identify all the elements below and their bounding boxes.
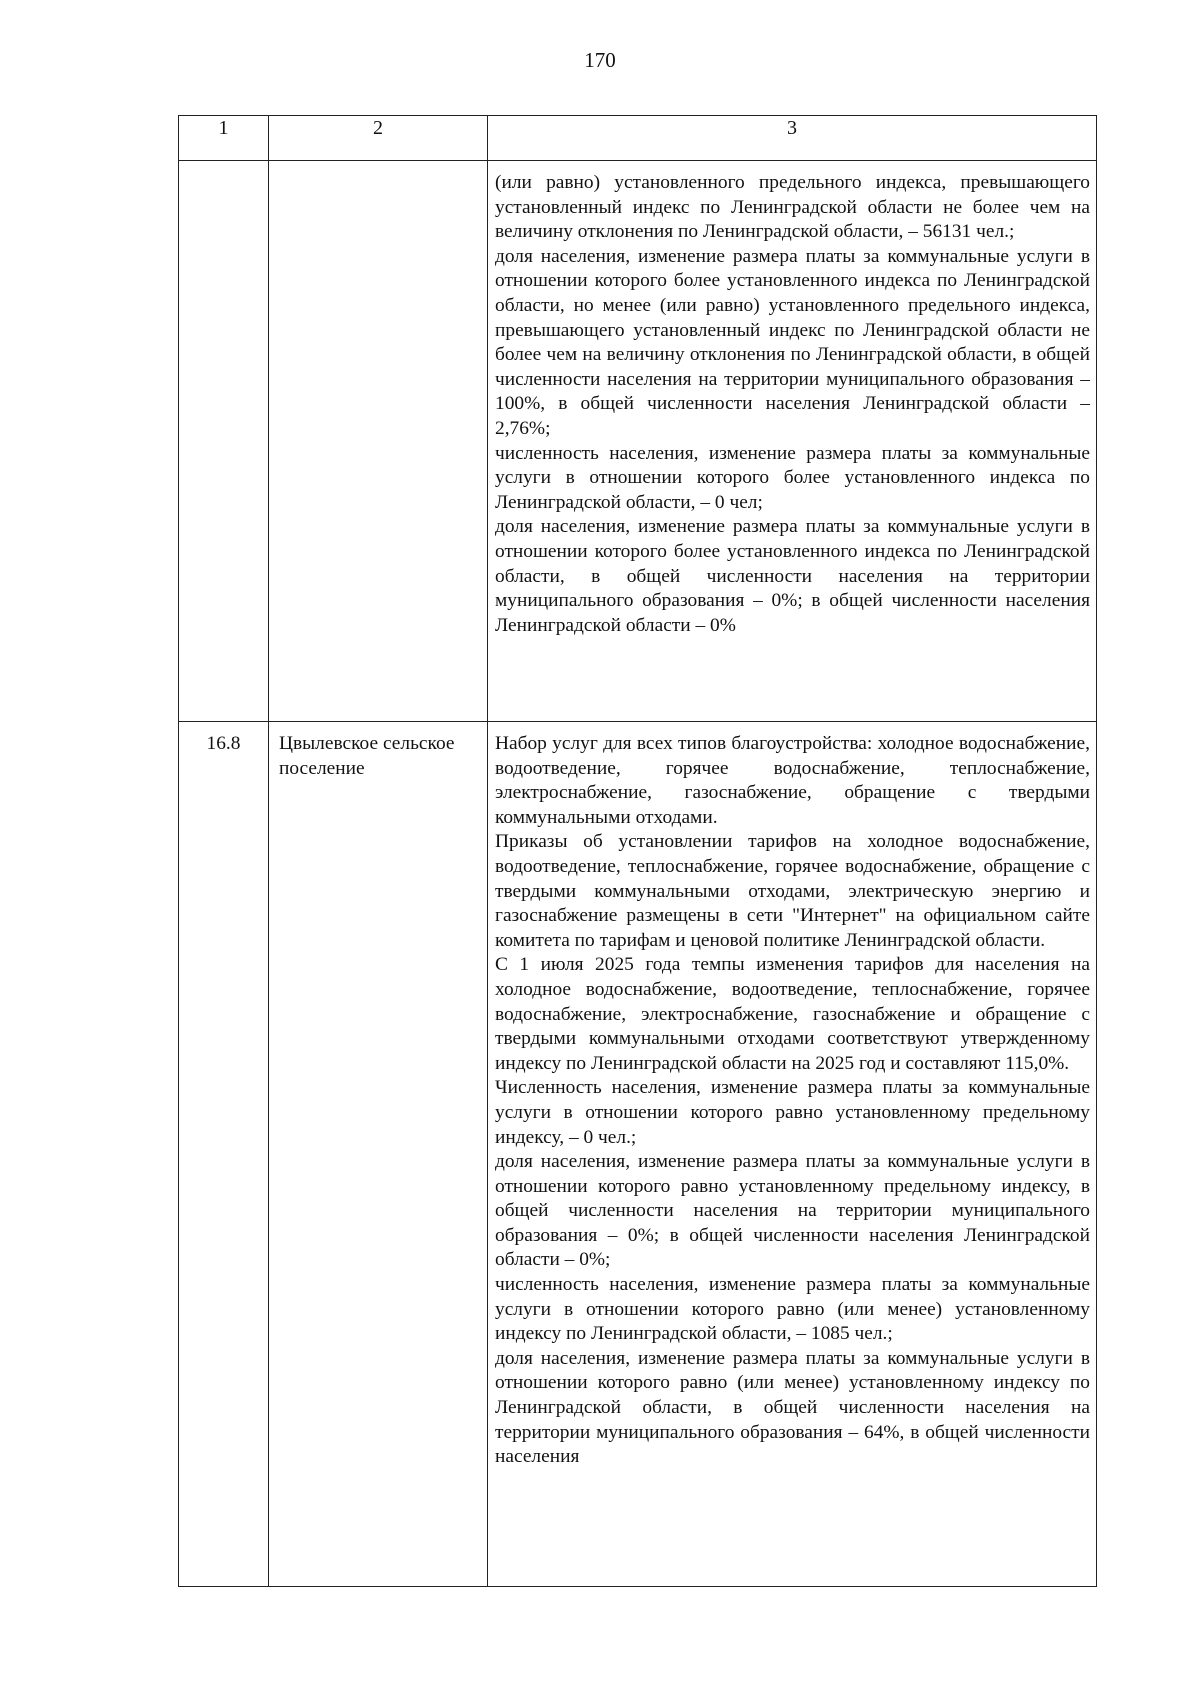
- paragraph: Численность населения, изменение размера платы за коммунальные услуги в отношении которого равно установленному предельному индексу, – 0 чел.;: [495, 1077, 1090, 1148]
- description-cell: [488, 722, 1097, 1587]
- paragraph: Приказы об установлении тарифов на холодное водоснабжение, водоотведение, теплоснабжение, горячее водоснабжение, обращение с твердыми коммунальными отходами, электрическую энергию и газоснабжение размещены в сети "Интернет" на официальном сайте комитета по тарифам и ценовой политике Ленинградской области.: [495, 831, 1090, 951]
- paragraph: С 1 июля 2025 года темпы изменения тарифов для населения на холодное водоснабжение, водоотведение, теплоснабжение, горячее водоснабжение, электроснабжение, газоснабжение и обращение с твердыми коммунальными отходами соответствуют утвержденному индексу по Ленинградской области на 2025 год и составляют 115,0%.: [495, 954, 1090, 1074]
- table-header-row: [179, 116, 1097, 161]
- paragraph: доля населения, изменение размера платы за коммунальные услуги в отношении которого равно (или менее) установленному индексу по Ленинградской области, в общей численности населения на территории муниципального образования – 64%, в общей численности населения: [495, 1347, 1090, 1468]
- paragraph: численность населения, изменение размера платы за коммунальные услуги в отношении которого более установленного индекса по Ленинградской области, – 0 чел;: [495, 442, 1090, 513]
- settlement-name-cell: Цвылевское сельское поселение: [269, 722, 488, 1587]
- table-row: [179, 722, 1097, 1587]
- paragraph: доля населения, изменение размера платы за коммунальные услуги в отношении которого равно установленному предельному индексу, в общей численности населения на территории муниципального образования – 0%; в общей численности населения Ленинградской области – 0%;: [495, 1151, 1090, 1271]
- description-cell: [488, 161, 1097, 722]
- paragraph: доля населения, изменение размера платы за коммунальные услуги в отношении которого более установленного индекса по Ленинградской области, в общей численности населения на территории муниципального образования – 0%; в общей численности населения Ленинградской области – 0%: [495, 516, 1090, 636]
- table-row: [179, 161, 1097, 722]
- row-number-cell: 16.8: [179, 722, 269, 1587]
- column-header-3: 3: [488, 116, 1097, 161]
- paragraph: численность населения, изменение размера платы за коммунальные услуги в отношении которого равно (или менее) установленному индексу по Ленинградской области, – 1085 чел.;: [495, 1274, 1090, 1345]
- page-number: 170: [584, 48, 616, 72]
- paragraph: Набор услуг для всех типов благоустройства: холодное водоснабжение, водоотведение, горячее водоснабжение, теплоснабжение, электроснабжение, газоснабжение, обращение с твердыми коммунальными отходами.: [495, 733, 1090, 828]
- settlement-name-cell: [269, 161, 488, 722]
- column-header-2: 2: [269, 116, 488, 161]
- column-header-1: 1: [179, 116, 269, 161]
- document-table: [178, 115, 1097, 1587]
- paragraph: доля населения, изменение размера платы за коммунальные услуги в отношении которого более установленного индекса по Ленинградской области, но менее (или равно) установленного предельного индекса, превышающего установленный индекс по Ленинградской области не более чем на величину отклонения по Ленинградской области, в общей численности населения на территории муниципального образования – 100%, в общей численности населения Ленинградской области – 2,76%;: [495, 245, 1090, 439]
- row-number-cell: [179, 161, 269, 722]
- paragraph: (или равно) установленного предельного индекса, превышающего установленный индекс по Ленинградской области не более чем на величину отклонения по Ленинградской области, – 56131 чел.;: [495, 172, 1090, 243]
